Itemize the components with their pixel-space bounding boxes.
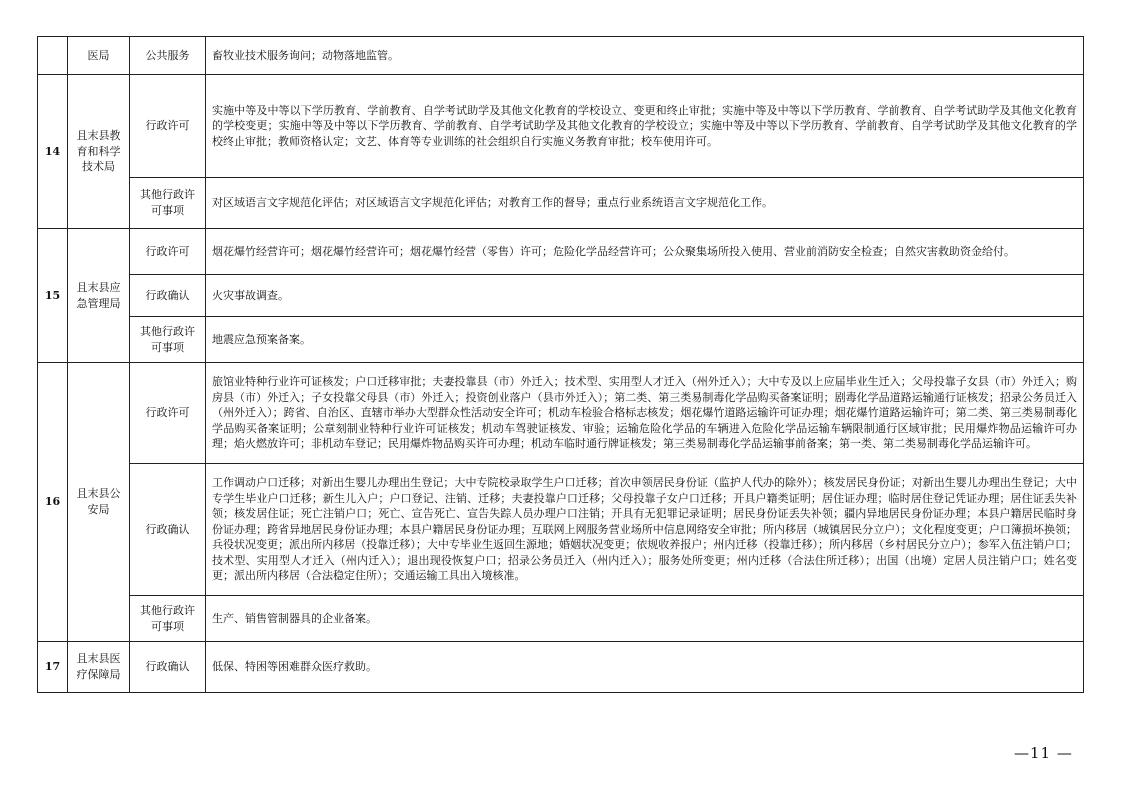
row-number-cell: 17: [38, 642, 68, 693]
content-cell: 地震应急预案备案。: [206, 317, 1084, 363]
department-cell: 且末县应急管理局: [68, 229, 130, 363]
content-cell: 实施中等及中等以下学历教育、学前教育、自学考试助学及其他文化教育的学校设立、变更和终止审批；实施中等及中等以下学历教育、学前教育、自学考试助学及其他文化教育的学校变更；实施中等及中等以下学历教育、学前教育、自学考试助学及其他文化教育的学校设立；实施中等及中等以下学历教育、学前教育、自学考试助学及其他文化教育的学校终止审批；教师资格认定；文艺、体育等专业训练的社会组织自行实施义务教育审批；校车使用许可。: [206, 75, 1084, 178]
category-cell: 其他行政许可事项: [130, 178, 206, 229]
category-cell: 行政许可: [130, 75, 206, 178]
content-cell: 旅馆业特种行业许可证核发；户口迁移审批；夫妻投靠县（市）外迁入；技术型、实用型人才迁入（州外迁入）；大中专及以上应届毕业生迁入；父母投靠子女县（市）外迁入；购房县（市）外迁入；子女投靠父母县（市）外迁入；投资创业落户（县市外迁入）；第二类、第三类易制毒化学品购买备案证明；剧毒化学品道路运输通行证核发；招录公务员迁入（州外迁入）；跨省、自治区、直辖市举办大型群众性活动安全许可；机动车检验合格标志核发；烟花爆竹道路运输许可证办理；烟花爆竹道路运输许可；第二类、第三类易制毒化学品购买备案证明；公章刻制业特种行业许可证核发；机动车驾驶证核发、审验；运输危险化学品的车辆进入危险化学品运输车辆限制通行区域审批；民用爆炸物品运输许可办理；焰火燃放许可；非机动车登记；民用爆炸物品购买许可办理；机动车临时通行牌证核发；第三类易制毒化学品运输事前备案；第一类、第二类易制毒化学品运输许可。: [206, 363, 1084, 464]
category-cell: 其他行政许可事项: [130, 596, 206, 642]
row-number-cell: 16: [38, 363, 68, 642]
table-row: [38, 642, 1084, 693]
category-cell: 行政许可: [130, 363, 206, 464]
content-cell: 生产、销售管制器具的企业备案。: [206, 596, 1084, 642]
content-cell: 对区域语言文字规范化评估；对区域语言文字规范化评估；对教育工作的督导；重点行业系统语言文字规范化工作。: [206, 178, 1084, 229]
table-row: [38, 464, 1084, 596]
table-row: [38, 75, 1084, 178]
content-cell: 畜牧业技术服务询问；动物落地监管。: [206, 37, 1084, 75]
category-cell: 行政确认: [130, 464, 206, 596]
content-cell: 工作调动户口迁移；对新出生婴儿办理出生登记；大中专院校录取学生户口迁移；首次申领居民身份证（监护人代办的除外）；核发居民身份证；对新出生婴儿办理出生登记；大中专学生毕业户口迁移；新生儿入户；户口登记、注销、迁移；夫妻投靠户口迁移；父母投靠子女户口迁移；开具户籍类证明；居住证办理；临时居住登记凭证办理；居住证丢失补领；核发居住证；死亡注销户口；死亡、宣告死亡、宣告失踪人员办理户口注销；开具有无犯罪记录证明；居民身份证丢失补领；疆内异地居民身份证办理；本县户籍居民临时身份证办理；跨省异地居民身份证办理；本县户籍居民身份证办理；互联网上网服务营业场所中信息网络安全审批；所内移居（城镇居民分立户）；文化程度变更；户口簿损坏换领；兵役状况变更；派出所内移居（投靠迁移）；大中专毕业生返回生源地；婚姻状况变更；依规收养报户；州内迁移（投靠迁移）；所内移居（乡村居民分立户）；参军入伍注销户口；技术型、实用型人才迁入（州内迁入）；退出现役恢复户口；招录公务员迁入（州内迁入）；服务处所变更；州内迁移（合法住所迁移）；出国（出境）定居人员注销户口；姓名变更；派出所内移居（合法稳定住所）；交通运输工具出入境核准。: [206, 464, 1084, 596]
table-row: [38, 229, 1084, 275]
department-cell: 且末县教育和科学技术局: [68, 75, 130, 229]
category-cell: 其他行政许可事项: [130, 317, 206, 363]
table-row: [38, 596, 1084, 642]
content-cell: 烟花爆竹经营许可；烟花爆竹经营许可；烟花爆竹经营（零售）许可；危险化学品经营许可；公众聚集场所投入使用、营业前消防安全检查；自然灾害救助资金给付。: [206, 229, 1084, 275]
content-cell: 火灾事故调查。: [206, 275, 1084, 317]
row-number-cell: 14: [38, 75, 68, 229]
table-row: [38, 275, 1084, 317]
content-cell: 低保、特困等困难群众医疗救助。: [206, 642, 1084, 693]
services-table: [37, 36, 1084, 693]
department-cell: 医局: [68, 37, 130, 75]
department-cell: 且末县公安局: [68, 363, 130, 642]
table-row: [38, 178, 1084, 229]
table-row: [38, 317, 1084, 363]
row-number-cell: [38, 37, 68, 75]
table-row: [38, 363, 1084, 464]
category-cell: 行政许可: [130, 229, 206, 275]
table-row: [38, 37, 1084, 75]
row-number-cell: 15: [38, 229, 68, 363]
category-cell: 公共服务: [130, 37, 206, 75]
category-cell: 行政确认: [130, 275, 206, 317]
category-cell: 行政确认: [130, 642, 206, 693]
department-cell: 且末县医疗保障局: [68, 642, 130, 693]
page-number: —11 —: [1014, 744, 1073, 762]
